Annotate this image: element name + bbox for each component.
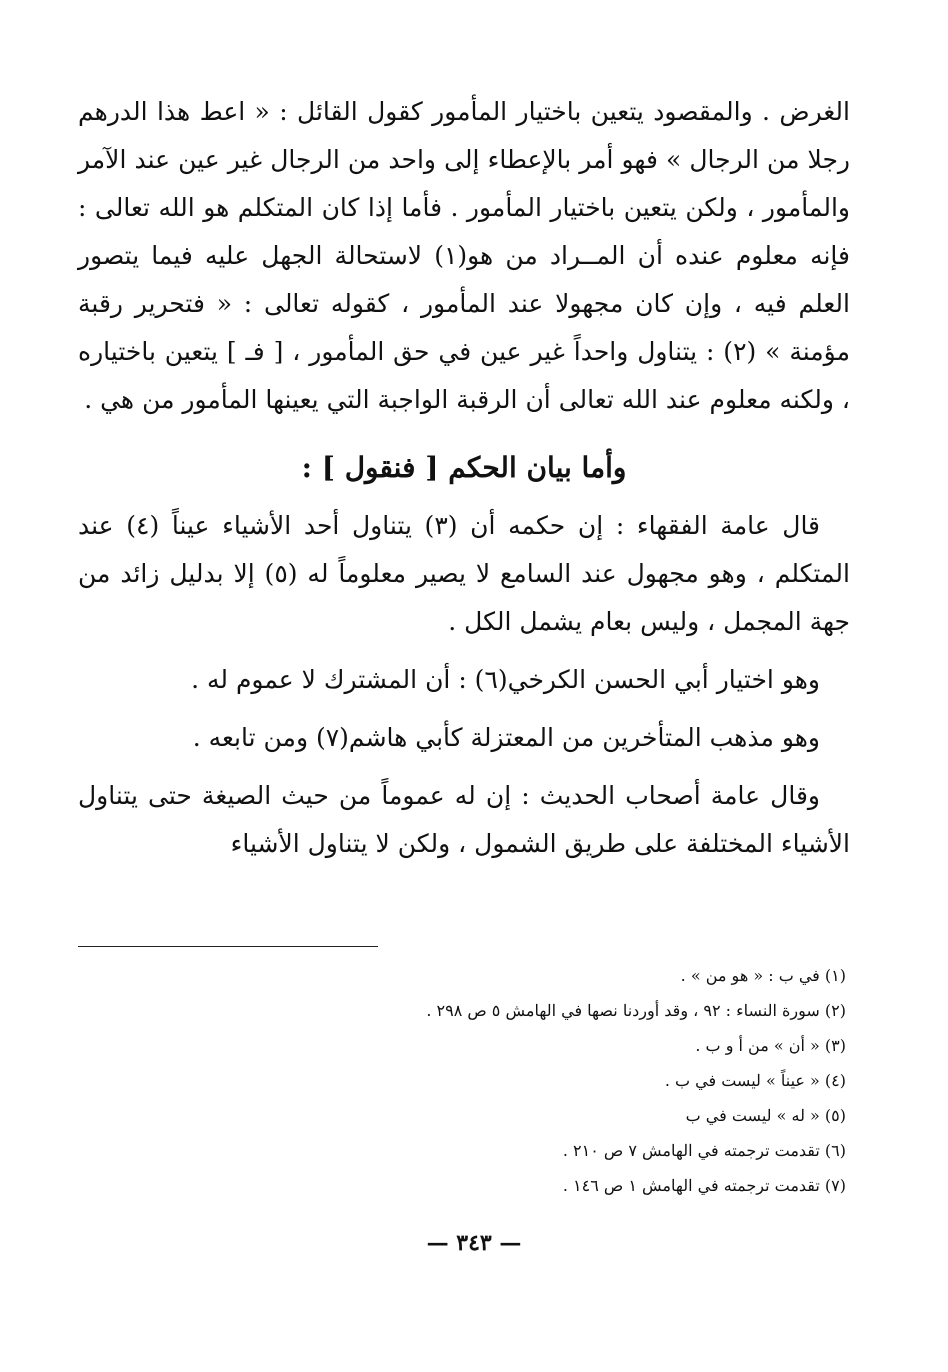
paragraph-hadith-scholars: وقال عامة أصحاب الحديث : إن له عموماً من حيث الصيغة حتى يتناول الأشياء المختلفة على طريق الشمول ، ولكن لا يتناول الأشياء [78, 781, 850, 858]
page-number: — ٣٤٣ — [426, 1230, 522, 1256]
paragraph-continued: الغرض . والمقصود يتعين باختيار المأمور كقول القائل : « اعط هذا الدرهم رجلا من الرجال » فهو أمر بالإعطاء إلى واحد من الرجال غير عين عند الآمر والمأمور ، ولكن يتعين باختيار المأمور . فأما إذا كان المتكلم هو الله تعالى : فإنه معلوم عنده أن المــراد من هو(١) لاستحالة الجهل عليه فيما يتصور العلم فيه ، وإن كان مجهولا عند المأمور ، كقوله تعالى : « فتحرير رقبة مؤمنة » (٢) : يتناول واحداً غير عين في حق المأمور ، [ فـ ] يتعين باختياره ، ولكنه معلوم عند الله تعالى أن الرقبة الواجبة التي يعينها المأمور من هي . [78, 97, 851, 414]
footnote-1: (١) في ب : « هو من » . [680, 966, 846, 985]
footnote-4: (٤) « عيناً » ليست في ب . [664, 1071, 846, 1090]
spacer [78, 762, 850, 772]
spacer [78, 704, 850, 714]
footnote-divider [78, 946, 378, 947]
section-heading: وأما بيان الحكم [ فنقول ] : [301, 451, 627, 484]
footnote-2: (٢) سورة النساء : ٩٢ ، وقد أوردنا نصها في الهامش ٥ ص ٢٩٨ . [426, 1001, 846, 1020]
footnote-3: (٣) « أن » من أ و ب . [695, 1036, 846, 1055]
footnote-6: (٦) تقدمت ترجمته في الهامش ٧ ص ٢١٠ . [562, 1141, 846, 1160]
footnote-5: (٥) « له » ليست في ب [685, 1106, 846, 1125]
footnotes [78, 958, 850, 1203]
spacer [78, 646, 850, 656]
main-text [78, 88, 850, 868]
paragraph-mutazila: وهو مذهب المتأخرين من المعتزلة كأبي هاشم(٧) ومن تابعه . [192, 723, 820, 752]
footnote-7: (٧) تقدمت ترجمته في الهامش ١ ص ١٤٦ . [562, 1176, 846, 1195]
paragraph-karkhi: وهو اختيار أبي الحسن الكرخي(٦) : أن المشترك لا عموم له . [191, 665, 820, 694]
paragraph-jurists: قال عامة الفقهاء : إن حكمه أن (٣) يتناول أحد الأشياء عيناً (٤) عند المتكلم ، وهو مجهول عند السامع لا يصير معلوماً له (٥) إلا بدليل زائد من جهة المجمل ، وليس بعام يشمل الكل . [78, 511, 850, 636]
